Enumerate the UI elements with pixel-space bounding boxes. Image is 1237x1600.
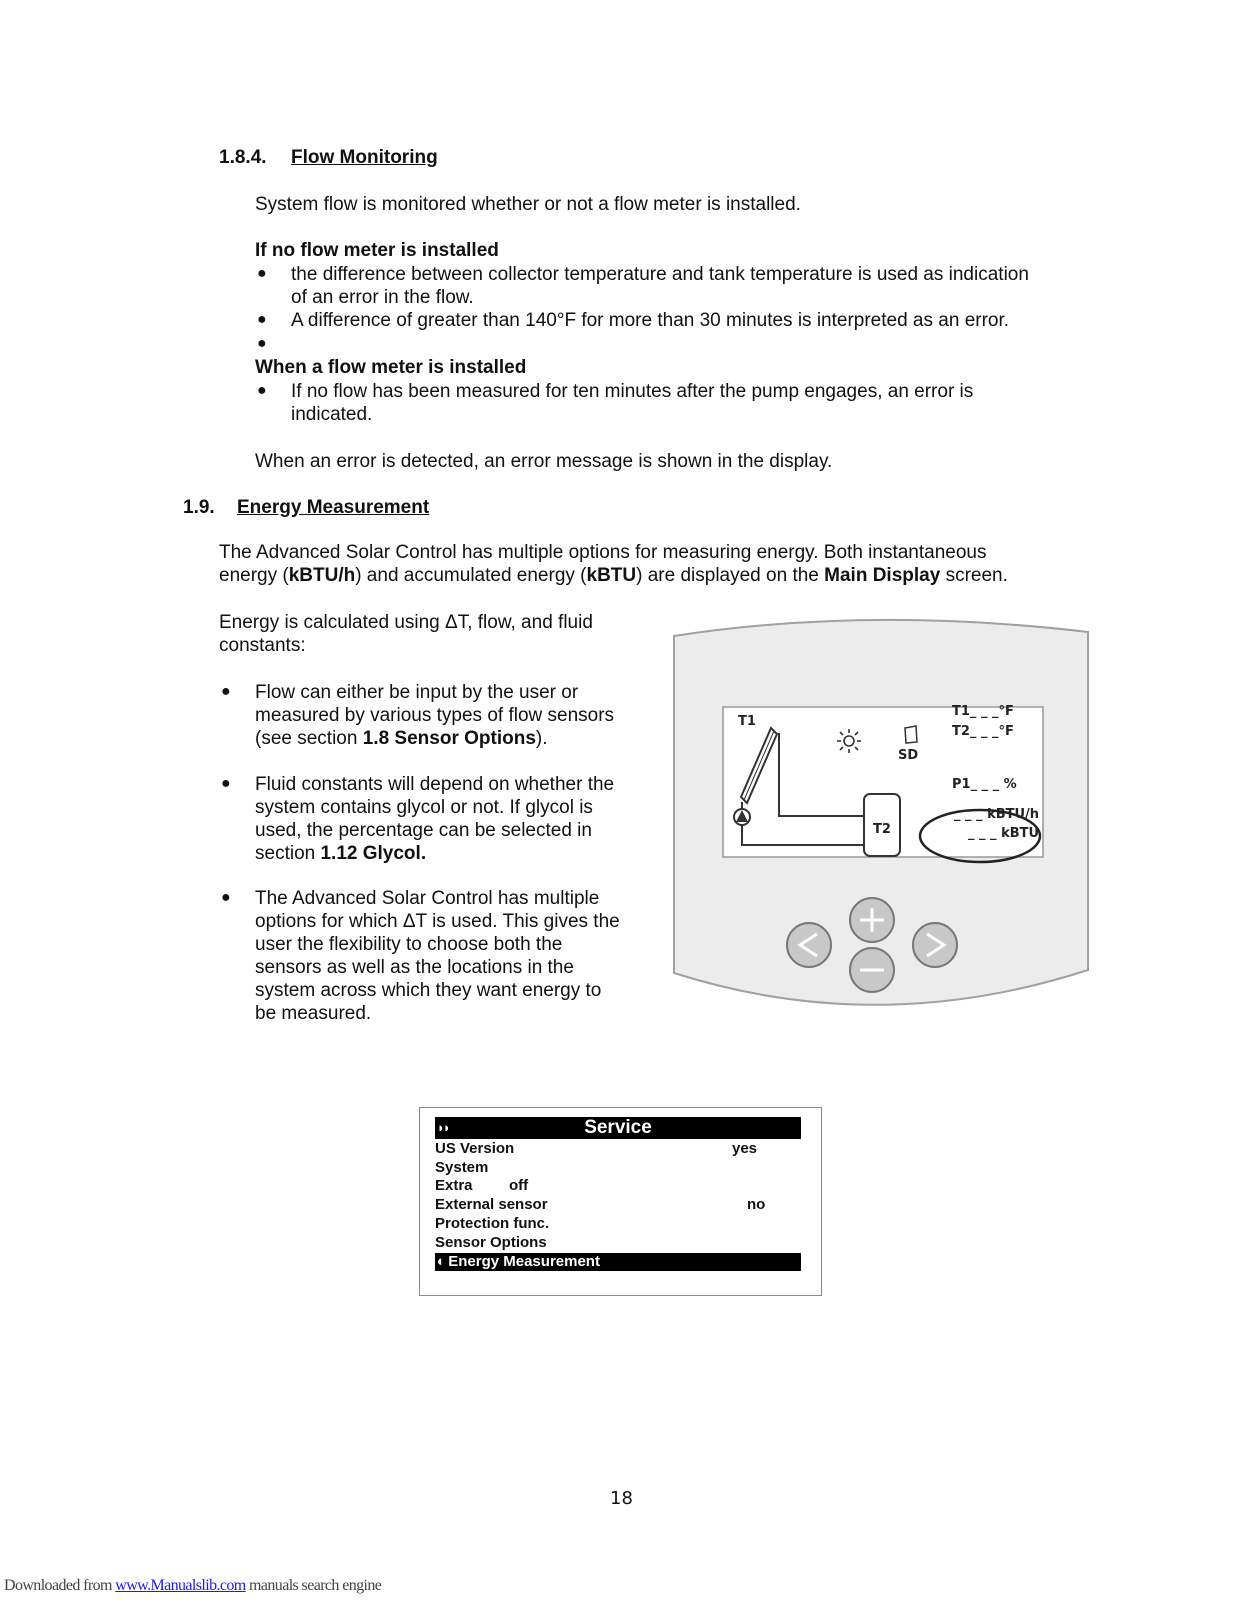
flow-intro: System flow is monitored whether or not a flow meter is installed. — [255, 194, 801, 215]
section-title-energy-measurement: Energy Measurement — [237, 497, 430, 518]
bullet-dot: ● — [221, 889, 231, 906]
no-meter-bullet-2: A difference of greater than 140°F for more than 30 minutes is interpreted as an error. — [291, 310, 1010, 331]
service-menu — [419, 1107, 822, 1296]
meter-bullet-1: If no flow has been measured for ten minutes after the pump engages, an error is — [291, 381, 974, 402]
service-menu-title-bar — [435, 1117, 801, 1139]
lcd-t1-label: T1 — [738, 714, 756, 729]
lcd-energy-total: _ _ _ kBTU — [968, 826, 1040, 841]
right-arrow-button[interactable] — [913, 923, 957, 967]
left-arrow-button[interactable] — [787, 923, 831, 967]
error-text: When an error is detected, an error message is shown in the display. — [255, 451, 833, 472]
bullet-dot: ● — [257, 265, 267, 282]
calc-line1: Energy is calculated using ΔT, flow, and fluid — [219, 612, 593, 633]
pump-icon — [734, 809, 750, 825]
menu-item-protection-func[interactable]: Protection func. — [435, 1215, 550, 1232]
menu-item-us-version[interactable]: US Version yes — [435, 1140, 758, 1157]
fluid-bullet-l2: system contains glycol or not. If glycol is — [255, 797, 593, 818]
lcd-t2-label: T2 — [873, 822, 891, 837]
section-number-184: 1.8.4. — [219, 147, 267, 168]
menu-item-value: off — [509, 1177, 529, 1194]
selection-marker-icon: ◖ — [435, 1253, 445, 1270]
menu-item-value: no — [747, 1196, 766, 1213]
service-menu-title: Service — [584, 1117, 652, 1138]
flow-bullet-l1: Flow can either be input by the user or — [255, 682, 579, 703]
energy-intro-line1: The Advanced Solar Control has multiple options for measuring energy. Both instantaneous — [219, 542, 987, 563]
dt-bullet-l1: The Advanced Solar Control has multiple — [255, 888, 600, 909]
menu-item-system[interactable]: System — [435, 1159, 489, 1176]
sun-icon — [837, 729, 861, 753]
section-title-flow-monitoring: Flow Monitoring — [291, 147, 438, 168]
plus-button[interactable] — [850, 898, 894, 942]
download-footer: Downloaded from www.Manualslib.com manuals search engine — [4, 1577, 382, 1594]
menu-item-sensor-options[interactable]: Sensor Options — [435, 1234, 547, 1251]
no-meter-bullet-1: the difference between collector temperature and tank temperature is used as indication — [291, 264, 1029, 285]
lcd-t2-reading: T2_ _ _°F — [952, 724, 1014, 739]
flow-bullet-l2: measured by various types of flow sensors — [255, 705, 615, 726]
fluid-bullet-l1: Fluid constants will depend on whether the — [255, 774, 615, 795]
fluid-bullet-l3: used, the percentage can be selected in — [255, 820, 592, 841]
calc-line2: constants: — [219, 635, 306, 656]
manualslib-link[interactable]: www.Manualslib.com — [115, 1577, 246, 1594]
controller-illustration — [668, 618, 1093, 1028]
no-meter-bullet-1-cont: of an error in the flow. — [291, 287, 474, 308]
dt-bullet-l4: sensors as well as the locations in the — [255, 957, 574, 978]
bullet-dot: ● — [257, 382, 267, 399]
page-number: 18 — [610, 1488, 633, 1509]
bullet-dot: ● — [257, 311, 267, 328]
lcd-p1-reading: P1_ _ _ % — [952, 777, 1017, 792]
flow-bullet-l3: (see section 1.8 Sensor Options). — [255, 728, 548, 749]
sd-card-icon — [905, 726, 917, 743]
menu-item-external-sensor[interactable]: External sensor no — [435, 1196, 766, 1213]
menu-item-value: yes — [732, 1140, 758, 1157]
meter-heading: When a flow meter is installed — [255, 357, 527, 378]
no-meter-heading: If no flow meter is installed — [255, 240, 499, 261]
section-number-19: 1.9. — [183, 497, 215, 518]
fluid-bullet-l4: section 1.12 Glycol. — [255, 843, 427, 864]
menu-item-extra[interactable]: Extra off — [435, 1177, 529, 1194]
lcd-t1-reading: T1_ _ _°F — [952, 704, 1014, 719]
dt-bullet-l2: options for which ΔT is used. This gives the — [255, 911, 620, 932]
dt-bullet-l3: user the flexibility to choose both the — [255, 934, 563, 955]
meter-bullet-1-cont: indicated. — [291, 404, 373, 425]
energy-intro-line2: energy (kBTU/h) and accumulated energy (kBTU) are displayed on the Main Display screen. — [219, 565, 1008, 586]
bullet-dot: ● — [257, 335, 267, 352]
bullet-dot: ● — [221, 775, 231, 792]
lcd-energy-rate: _ _ _ kBTU/h — [954, 807, 1040, 822]
minus-button[interactable] — [850, 948, 894, 992]
dt-bullet-l5: system across which they want energy to — [255, 980, 602, 1001]
menu-item-energy-measurement-selected[interactable]: ◖ Energy Measurement — [435, 1253, 801, 1271]
bullet-dot: ● — [221, 683, 231, 700]
menu-nav-icon: ◗◗ — [437, 1120, 449, 1135]
dt-bullet-l6: be measured. — [255, 1003, 372, 1024]
lcd-sd-label: SD — [898, 748, 919, 763]
